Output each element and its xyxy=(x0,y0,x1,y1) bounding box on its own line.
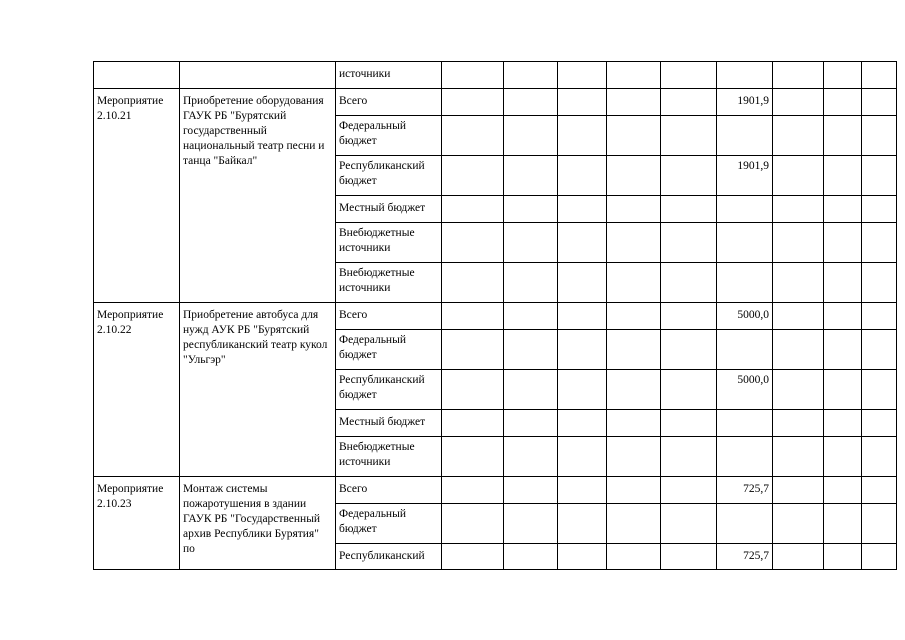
value-cell-11 xyxy=(862,116,897,156)
value-cell-7 xyxy=(661,62,717,89)
funding-source-cell: Республиканский бюджет xyxy=(336,370,442,410)
value-cell-11 xyxy=(862,62,897,89)
value-cell-8 xyxy=(717,223,773,263)
value-cell-10 xyxy=(824,410,862,437)
value-cell-10 xyxy=(824,196,862,223)
funding-source-cell: Федеральный бюджет xyxy=(336,116,442,156)
value-cell-10 xyxy=(824,303,862,330)
value-cell-10 xyxy=(824,263,862,303)
value-cell-4 xyxy=(504,504,558,544)
value-cell-8 xyxy=(717,263,773,303)
value-cell-5 xyxy=(558,437,607,477)
value-cell-10 xyxy=(824,370,862,410)
value-cell-5 xyxy=(558,410,607,437)
value-cell-5 xyxy=(558,330,607,370)
value-cell-8: 725,7 xyxy=(717,477,773,504)
funding-source-cell: Местный бюджет xyxy=(336,196,442,223)
event-number-cell: Мероприятие 2.10.21 xyxy=(94,89,180,303)
value-cell-3 xyxy=(442,437,504,477)
value-cell-7 xyxy=(661,89,717,116)
value-cell-7 xyxy=(661,223,717,263)
value-cell-11 xyxy=(862,330,897,370)
value-cell-3 xyxy=(442,223,504,263)
value-cell-8: 5000,0 xyxy=(717,303,773,330)
value-cell-9 xyxy=(773,156,824,196)
value-cell-5 xyxy=(558,544,607,570)
funding-source-cell: Местный бюджет xyxy=(336,410,442,437)
value-cell-4 xyxy=(504,116,558,156)
funding-source-cell: Всего xyxy=(336,89,442,116)
value-cell-3 xyxy=(442,477,504,504)
funding-source-cell: Внебюджетные источники xyxy=(336,437,442,477)
value-cell-8 xyxy=(717,196,773,223)
value-cell-9 xyxy=(773,410,824,437)
value-cell-7 xyxy=(661,116,717,156)
value-cell-9 xyxy=(773,504,824,544)
table-row xyxy=(94,303,897,330)
value-cell-5 xyxy=(558,263,607,303)
value-cell-11 xyxy=(862,437,897,477)
value-cell-3 xyxy=(442,89,504,116)
value-cell-6 xyxy=(607,263,661,303)
table-row xyxy=(94,477,897,504)
value-cell-5 xyxy=(558,223,607,263)
value-cell-3 xyxy=(442,156,504,196)
value-cell-6 xyxy=(607,303,661,330)
funding-source-cell: Всего xyxy=(336,303,442,330)
value-cell-9 xyxy=(773,330,824,370)
value-cell-10 xyxy=(824,62,862,89)
value-cell-11 xyxy=(862,410,897,437)
value-cell-9 xyxy=(773,477,824,504)
value-cell-8 xyxy=(717,116,773,156)
value-cell-10 xyxy=(824,116,862,156)
value-cell-11 xyxy=(862,156,897,196)
value-cell-4 xyxy=(504,263,558,303)
value-cell-10 xyxy=(824,89,862,116)
value-cell-8 xyxy=(717,62,773,89)
value-cell-4 xyxy=(504,62,558,89)
value-cell-4 xyxy=(504,303,558,330)
value-cell-6 xyxy=(607,370,661,410)
value-cell-9 xyxy=(773,544,824,570)
value-cell-9 xyxy=(773,89,824,116)
value-cell-9 xyxy=(773,263,824,303)
value-cell-10 xyxy=(824,223,862,263)
table-row xyxy=(94,62,897,89)
value-cell-9 xyxy=(773,196,824,223)
value-cell-5 xyxy=(558,303,607,330)
value-cell-3 xyxy=(442,370,504,410)
value-cell-5 xyxy=(558,116,607,156)
value-cell-6 xyxy=(607,116,661,156)
value-cell-3 xyxy=(442,544,504,570)
value-cell-11 xyxy=(862,196,897,223)
value-cell-4 xyxy=(504,370,558,410)
value-cell-10 xyxy=(824,477,862,504)
value-cell-8 xyxy=(717,410,773,437)
value-cell-7 xyxy=(661,370,717,410)
value-cell-7 xyxy=(661,303,717,330)
value-cell-7 xyxy=(661,196,717,223)
event-description-cell: Приобретение автобуса для нужд АУК РБ "Бурятский республиканский театр кукол "Ульгэр" xyxy=(180,303,336,477)
value-cell-6 xyxy=(607,544,661,570)
value-cell-6 xyxy=(607,62,661,89)
funding-source-cell: Внебюджетные источники xyxy=(336,263,442,303)
value-cell-5 xyxy=(558,196,607,223)
value-cell-11 xyxy=(862,89,897,116)
value-cell-3 xyxy=(442,330,504,370)
funding-source-cell: источники xyxy=(336,62,442,89)
value-cell-10 xyxy=(824,156,862,196)
value-cell-9 xyxy=(773,223,824,263)
funding-source-cell: Федеральный бюджет xyxy=(336,330,442,370)
value-cell-7 xyxy=(661,263,717,303)
table-body xyxy=(94,62,897,570)
event-description-cell: Монтаж системы пожаротушения в здании ГАУК РБ "Государственный архив Республики Бурятия" по xyxy=(180,477,336,570)
value-cell-4 xyxy=(504,89,558,116)
value-cell-8: 1901,9 xyxy=(717,156,773,196)
value-cell-3 xyxy=(442,62,504,89)
value-cell-7 xyxy=(661,437,717,477)
value-cell-6 xyxy=(607,437,661,477)
value-cell-3 xyxy=(442,263,504,303)
value-cell-4 xyxy=(504,156,558,196)
event-number-cell xyxy=(94,62,180,89)
value-cell-3 xyxy=(442,410,504,437)
value-cell-9 xyxy=(773,303,824,330)
value-cell-8 xyxy=(717,437,773,477)
value-cell-3 xyxy=(442,504,504,544)
value-cell-4 xyxy=(504,223,558,263)
value-cell-11 xyxy=(862,504,897,544)
value-cell-4 xyxy=(504,544,558,570)
event-description-cell: Приобретение оборудования ГАУК РБ "Бурятский государственный национальный театр песни и танца "Байкал" xyxy=(180,89,336,303)
value-cell-3 xyxy=(442,196,504,223)
value-cell-11 xyxy=(862,477,897,504)
funding-source-cell: Внебюджетные источники xyxy=(336,223,442,263)
value-cell-4 xyxy=(504,437,558,477)
value-cell-5 xyxy=(558,156,607,196)
value-cell-11 xyxy=(862,223,897,263)
value-cell-6 xyxy=(607,477,661,504)
value-cell-4 xyxy=(504,196,558,223)
value-cell-8: 725,7 xyxy=(717,544,773,570)
event-description-cell xyxy=(180,62,336,89)
value-cell-8 xyxy=(717,330,773,370)
event-number-cell: Мероприятие 2.10.23 xyxy=(94,477,180,570)
value-cell-10 xyxy=(824,330,862,370)
value-cell-10 xyxy=(824,504,862,544)
value-cell-5 xyxy=(558,504,607,544)
value-cell-9 xyxy=(773,437,824,477)
value-cell-3 xyxy=(442,303,504,330)
value-cell-4 xyxy=(504,330,558,370)
funding-source-cell: Республиканский xyxy=(336,544,442,570)
value-cell-11 xyxy=(862,303,897,330)
value-cell-4 xyxy=(504,477,558,504)
value-cell-9 xyxy=(773,116,824,156)
value-cell-5 xyxy=(558,62,607,89)
value-cell-11 xyxy=(862,544,897,570)
value-cell-5 xyxy=(558,89,607,116)
value-cell-9 xyxy=(773,62,824,89)
value-cell-7 xyxy=(661,544,717,570)
value-cell-11 xyxy=(862,370,897,410)
value-cell-6 xyxy=(607,504,661,544)
funding-source-cell: Федеральный бюджет xyxy=(336,504,442,544)
value-cell-4 xyxy=(504,410,558,437)
event-number-cell: Мероприятие 2.10.22 xyxy=(94,303,180,477)
value-cell-5 xyxy=(558,370,607,410)
value-cell-6 xyxy=(607,330,661,370)
table-row xyxy=(94,89,897,116)
value-cell-7 xyxy=(661,410,717,437)
financing-table xyxy=(93,61,897,570)
value-cell-8: 5000,0 xyxy=(717,370,773,410)
funding-source-cell: Всего xyxy=(336,477,442,504)
value-cell-5 xyxy=(558,477,607,504)
value-cell-10 xyxy=(824,544,862,570)
value-cell-7 xyxy=(661,330,717,370)
value-cell-6 xyxy=(607,89,661,116)
value-cell-6 xyxy=(607,156,661,196)
value-cell-7 xyxy=(661,477,717,504)
value-cell-7 xyxy=(661,504,717,544)
value-cell-6 xyxy=(607,410,661,437)
value-cell-9 xyxy=(773,370,824,410)
value-cell-11 xyxy=(862,263,897,303)
value-cell-6 xyxy=(607,223,661,263)
value-cell-8 xyxy=(717,504,773,544)
value-cell-8: 1901,9 xyxy=(717,89,773,116)
funding-source-cell: Республиканский бюджет xyxy=(336,156,442,196)
value-cell-3 xyxy=(442,116,504,156)
value-cell-7 xyxy=(661,156,717,196)
value-cell-6 xyxy=(607,196,661,223)
value-cell-10 xyxy=(824,437,862,477)
